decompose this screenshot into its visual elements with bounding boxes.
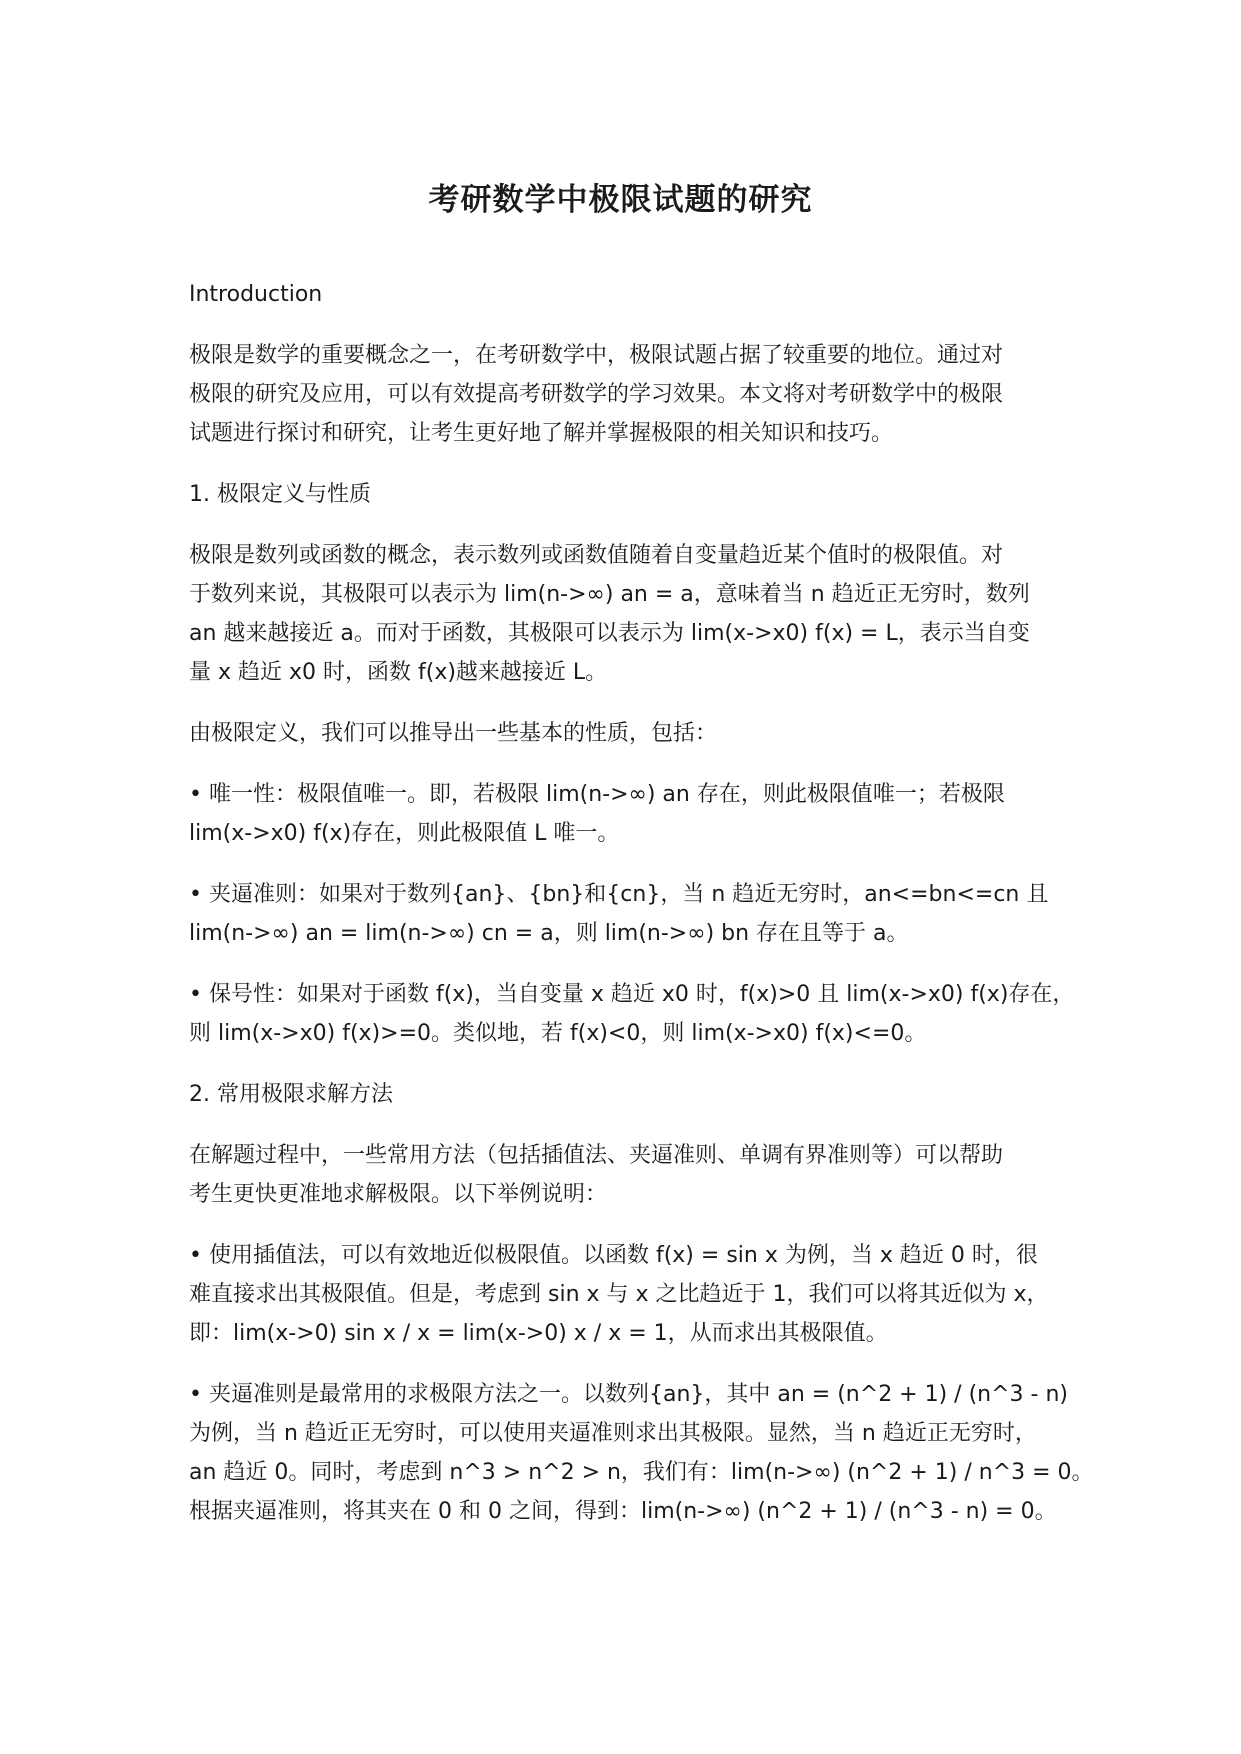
text-line: 为例，当 n 趋近正无穷时，可以使用夹逼准则求出其极限。显然，当 n 趋近正无穷时， xyxy=(189,1421,1037,1446)
text-line: 极限是数学的重要概念之一，在考研数学中，极限试题占据了较重要的地位。通过对 xyxy=(189,343,1004,368)
paragraph xyxy=(189,1375,1094,1531)
document-title: 考研数学中极限试题的研究 xyxy=(428,182,813,218)
text-line: 根据夹逼准则，将其夹在 0 和 0 之间，得到：lim(n->∞) (n^2 + 1) / (n^3 - n) = 0。 xyxy=(189,1499,1057,1524)
text-line: • 使用插值法，可以有效地近似极限值。以函数 f(x) = sin x 为例，当 x 趋近 0 时，很 xyxy=(189,1243,1038,1268)
text-line: 由极限定义，我们可以推导出一些基本的性质，包括： xyxy=(189,721,718,746)
text-line: 试题进行探讨和研究，让考生更好地了解并掌握极限的相关知识和技巧。 xyxy=(189,421,894,446)
text-line: 考生更快更准地求解极限。以下举例说明： xyxy=(189,1182,608,1207)
text-line: 1. 极限定义与性质 xyxy=(189,482,371,507)
text-line: 于数列来说，其极限可以表示为 lim(n->∞) an = a，意味着当 n 趋近正无穷时，数列 xyxy=(189,582,1030,607)
text-line: 在解题过程中，一些常用方法（包括插值法、夹逼准则、单调有界准则等）可以帮助 xyxy=(189,1143,1004,1168)
text-line: • 夹逼准则：如果对于数列{an}、{bn}和{cn}，当 n 趋近无穷时，an<=bn<=cn 且 xyxy=(189,882,1049,907)
text-line: an 越来越接近 a。而对于函数，其极限可以表示为 lim(x->x0) f(x) = L，表示当自变 xyxy=(189,621,1030,646)
text-line: 极限的研究及应用，可以有效提高考研数学的学习效果。本文将对考研数学中的极限 xyxy=(189,382,1004,407)
paragraph xyxy=(189,975,1079,1053)
paragraph xyxy=(189,775,1079,853)
text-line: 即：lim(x->0) sin x / x = lim(x->0) x / x = 1，从而求出其极限值。 xyxy=(189,1321,888,1346)
text-line: an 趋近 0。同时，考虑到 n^3 > n^2 > n，我们有：lim(n->∞) (n^2 + 1) / n^3 = 0。 xyxy=(189,1460,1094,1485)
text-line: 量 x 趋近 x0 时，函数 f(x)越来越接近 L。 xyxy=(189,660,608,685)
text-line: 2. 常用极限求解方法 xyxy=(189,1082,393,1107)
document-body xyxy=(189,275,1094,1553)
paragraph xyxy=(189,536,1079,692)
text-line: 难直接求出其极限值。但是，考虑到 sin x 与 x 之比趋近于 1，我们可以将其近似为 x， xyxy=(189,1282,1049,1307)
text-line: • 保号性：如果对于函数 f(x)，当自变量 x 趋近 x0 时，f(x)>0 且 lim(x->x0) f(x)存在， xyxy=(189,982,1075,1007)
paragraph xyxy=(189,336,1079,453)
paragraph xyxy=(189,1236,1079,1353)
paragraph xyxy=(189,714,1079,753)
text-line: 极限是数列或函数的概念，表示数列或函数值随着自变量趋近某个值时的极限值。对 xyxy=(189,543,1004,568)
paragraph xyxy=(189,475,1079,514)
text-line: • 夹逼准则是最常用的求极限方法之一。以数列{an}，其中 an = (n^2 + 1) / (n^3 - n) xyxy=(189,1382,1068,1407)
text-line: • 唯一性：极限值唯一。即，若极限 lim(n->∞) an 存在，则此极限值唯一；若极限 xyxy=(189,782,1005,807)
paragraph xyxy=(189,1075,1079,1114)
paragraph xyxy=(189,275,1079,314)
text-line: Introduction xyxy=(189,282,323,307)
text-line: 则 lim(x->x0) f(x)>=0。类似地，若 f(x)<0，则 lim(x->x0) f(x)<=0。 xyxy=(189,1021,927,1046)
text-line: lim(n->∞) an = lim(n->∞) cn = a，则 lim(n->∞) bn 存在且等于 a。 xyxy=(189,921,909,946)
paragraph xyxy=(189,1136,1079,1214)
paragraph xyxy=(189,875,1079,953)
text-line: lim(x->x0) f(x)存在，则此极限值 L 唯一。 xyxy=(189,821,620,846)
